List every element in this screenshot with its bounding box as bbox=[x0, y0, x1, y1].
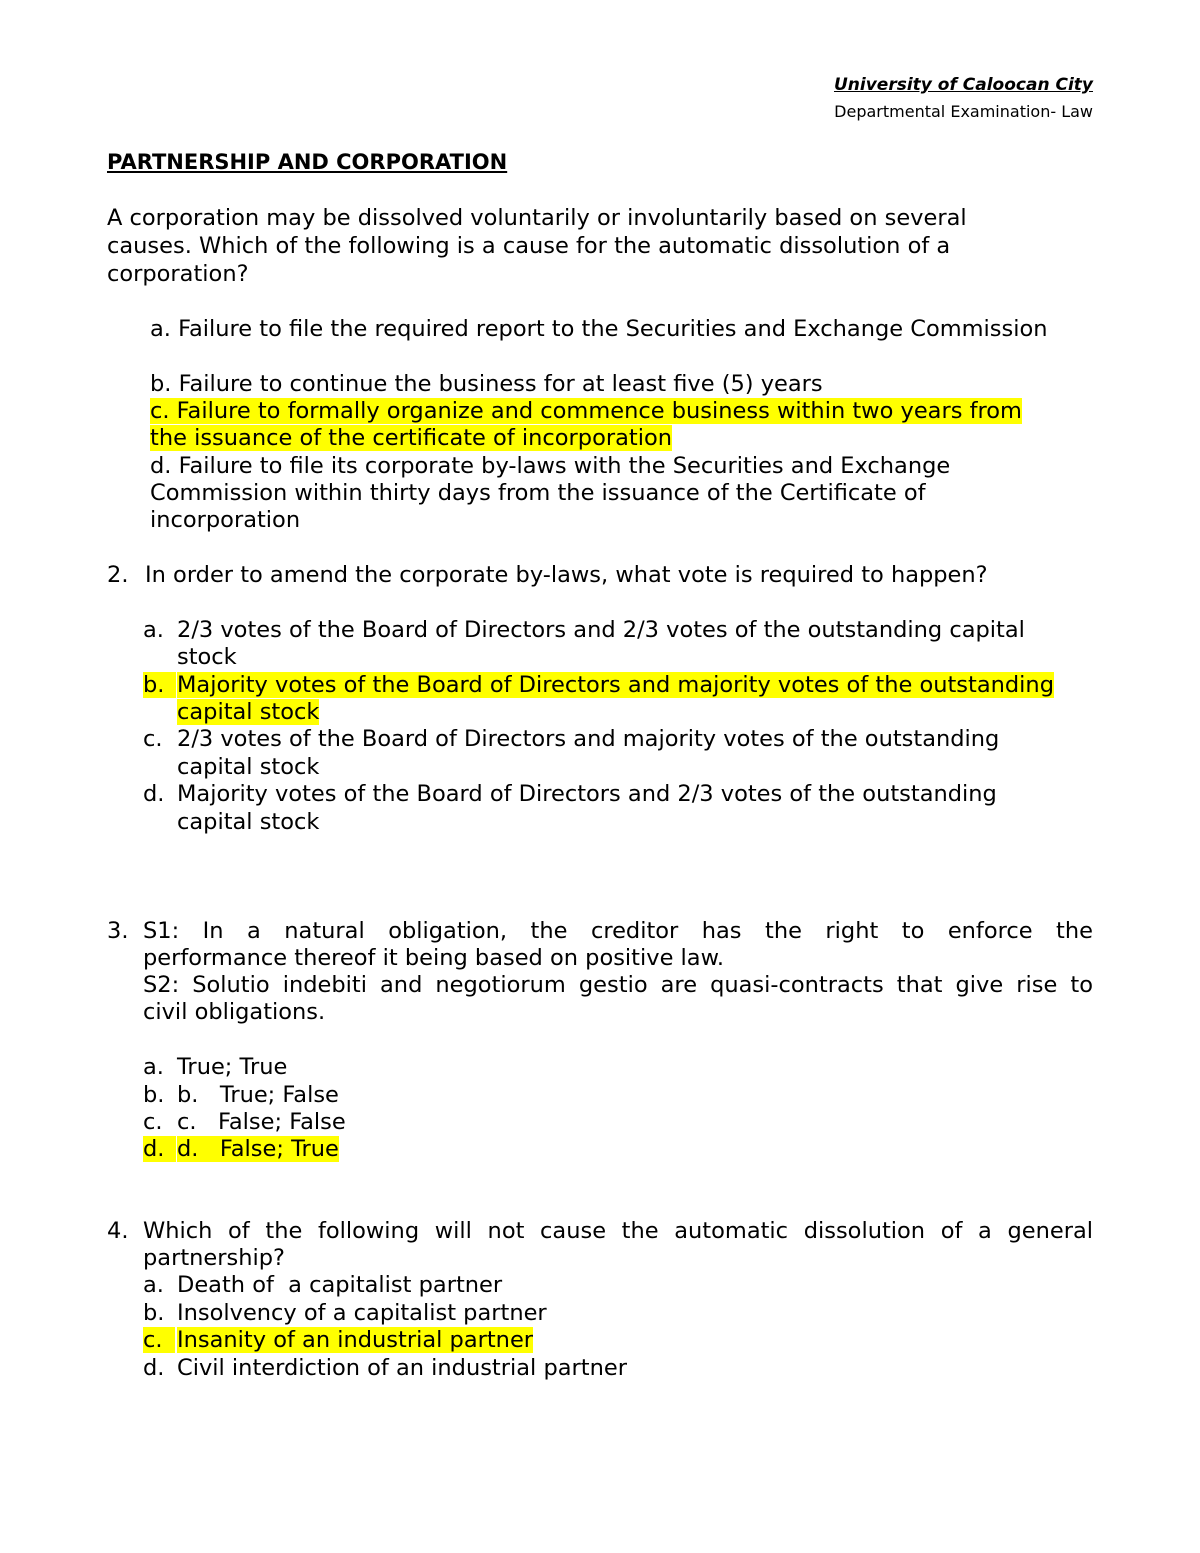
question-2-number: 2. bbox=[107, 562, 129, 588]
header-department: Departmental Examination- Law bbox=[834, 102, 1093, 121]
q1-option-c-answer bbox=[150, 398, 1022, 426]
highlighted-answer: Majority votes of the Board of Directors and majority votes of the outstanding bbox=[177, 672, 1054, 698]
q3-option-a-label: a. bbox=[143, 1054, 164, 1080]
highlighted-answer: capital stock bbox=[177, 699, 320, 725]
question-3-line: civil obligations. bbox=[143, 999, 326, 1025]
q2-option-a: 2/3 votes of the Board of Directors and 2/3 votes of the outstanding capital bbox=[177, 617, 1025, 643]
question-3-line: S2: Solutio indebiti and negotiorum gestio are quasi-contracts that give rise to bbox=[143, 972, 1093, 998]
q3-option-d-answer bbox=[177, 1136, 339, 1164]
q1-option-d: d. Failure to file its corporate by-laws with the Securities and Exchange bbox=[150, 453, 951, 479]
question-4-line: Which of the following will not cause the automatic dissolution of a general bbox=[143, 1218, 1093, 1244]
q2-option-c-cont: capital stock bbox=[177, 754, 320, 780]
page-title: PARTNERSHIP AND CORPORATION bbox=[107, 150, 508, 174]
question-4-line: partnership? bbox=[143, 1245, 285, 1271]
highlighted-answer: d. bbox=[143, 1136, 176, 1162]
question-2-text: In order to amend the corporate by-laws, what vote is required to happen? bbox=[145, 562, 988, 588]
q2-option-d-label: d. bbox=[143, 781, 165, 807]
q4-option-c-label bbox=[143, 1327, 175, 1355]
q3-option-c-label: c. bbox=[143, 1109, 163, 1135]
q4-option-a: Death of a capitalist partner bbox=[177, 1272, 503, 1298]
highlighted-answer: the issuance of the certificate of incorporation bbox=[150, 425, 672, 451]
q3-option-b-label: b. bbox=[143, 1082, 165, 1108]
q1-option-a: a. Failure to file the required report to the Securities and Exchange Commission bbox=[150, 316, 1048, 342]
q3-option-a: True; True bbox=[177, 1054, 288, 1080]
question-1-line: A corporation may be dissolved voluntarily or involuntarily based on several bbox=[107, 205, 967, 231]
q4-option-b-label: b. bbox=[143, 1300, 165, 1326]
q1-option-c-answer-cont bbox=[150, 425, 672, 453]
q1-option-d-cont: incorporation bbox=[150, 507, 301, 533]
q4-option-d: Civil interdiction of an industrial partner bbox=[177, 1355, 627, 1381]
q4-option-d-label: d. bbox=[143, 1355, 165, 1381]
question-3-line: S1: In a natural obligation, the creditor has the right to enforce the bbox=[143, 918, 1093, 944]
highlighted-answer: b. bbox=[143, 672, 176, 698]
question-1-line: causes. Which of the following is a cause for the automatic dissolution of a bbox=[107, 233, 951, 259]
q1-option-b: b. Failure to continue the business for at least five (5) years bbox=[150, 371, 823, 397]
q2-option-d: Majority votes of the Board of Directors and 2/3 votes of the outstanding bbox=[177, 781, 997, 807]
q2-option-d-cont: capital stock bbox=[177, 809, 320, 835]
q4-option-b: Insolvency of a capitalist partner bbox=[177, 1300, 547, 1326]
q1-option-d-cont: Commission within thirty days from the issuance of the Certificate of bbox=[150, 480, 926, 506]
q2-option-b-label bbox=[143, 672, 176, 700]
q2-option-c: 2/3 votes of the Board of Directors and majority votes of the outstanding bbox=[177, 726, 1000, 752]
highlighted-answer: Insanity of an industrial partner bbox=[177, 1327, 534, 1353]
q4-option-a-label: a. bbox=[143, 1272, 164, 1298]
question-4-number: 4. bbox=[107, 1218, 129, 1244]
q2-option-a-cont: stock bbox=[177, 644, 237, 670]
q2-option-a-label: a. bbox=[143, 617, 164, 643]
q4-option-c-answer bbox=[177, 1327, 533, 1355]
highlighted-answer: c. Failure to formally organize and commence business within two years from bbox=[150, 398, 1022, 424]
q2-option-b-answer bbox=[177, 672, 1054, 700]
q2-option-c-label: c. bbox=[143, 726, 163, 752]
highlighted-answer: d. False; True bbox=[177, 1136, 339, 1162]
q3-option-d-label bbox=[143, 1136, 176, 1164]
header-university: University of Caloocan City bbox=[833, 75, 1093, 95]
highlighted-answer: c. bbox=[143, 1327, 175, 1353]
q3-option-b: b. True; False bbox=[177, 1082, 339, 1108]
q2-option-b-answer-cont bbox=[177, 699, 319, 727]
q3-option-c: c. False; False bbox=[177, 1109, 346, 1135]
question-3-number: 3. bbox=[107, 918, 129, 944]
question-1-line: corporation? bbox=[107, 261, 249, 287]
question-3-line: performance thereof it being based on positive law. bbox=[143, 945, 725, 971]
